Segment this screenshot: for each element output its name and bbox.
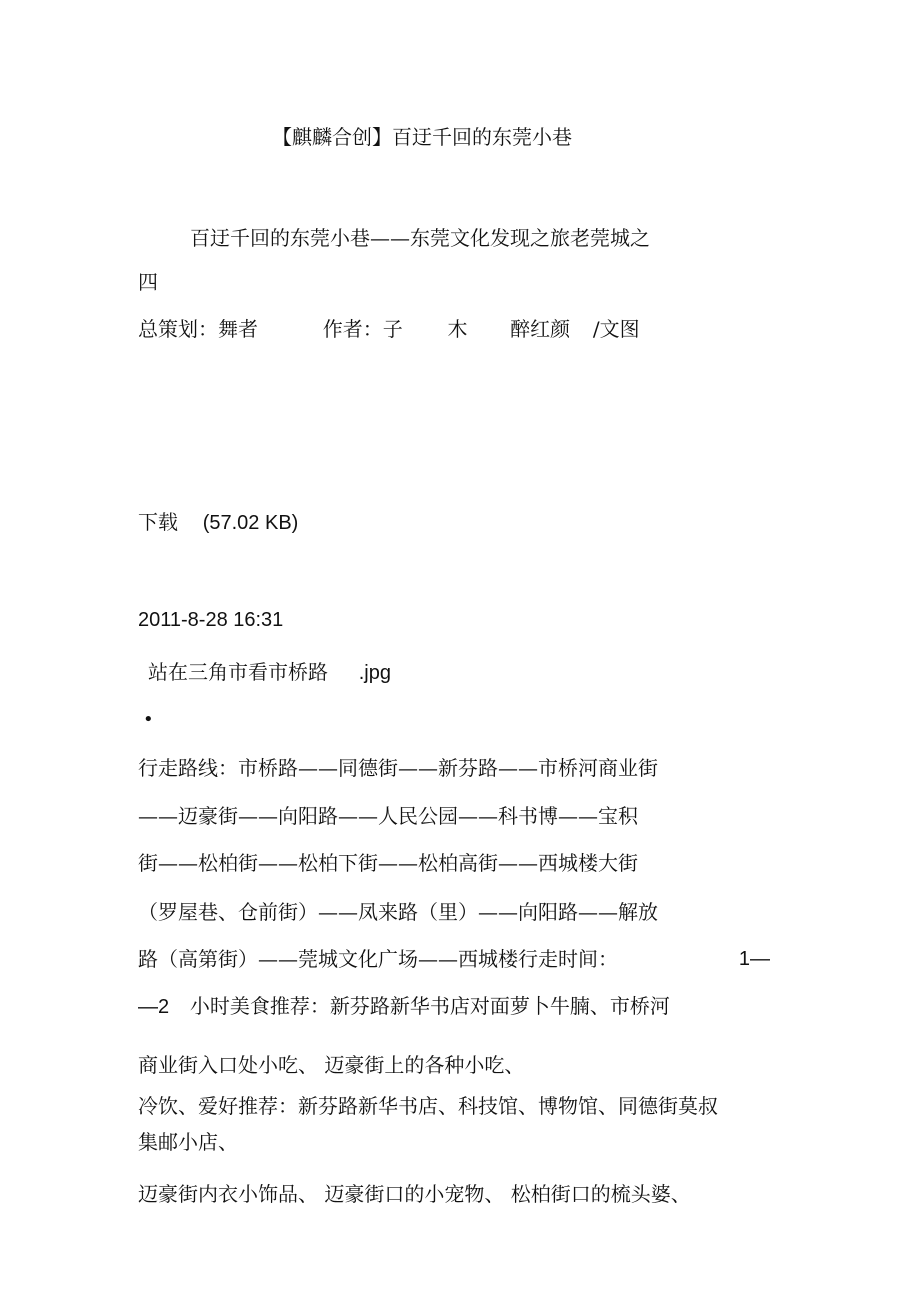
body-line-2: ——迈豪街——向阳路——人民公园——科书博——宝积 (138, 804, 638, 828)
image-caption[interactable] (148, 660, 391, 685)
bullet-marker: • (143, 709, 154, 730)
planner-credit: 总策划：舞者 (138, 317, 258, 341)
author-credit: 作者：子 (322, 317, 403, 341)
image-caption-ext: .jpg (358, 662, 391, 684)
author-credit-mid: 木 (447, 317, 468, 341)
post-datetime: 2011-8-28 16:31 (138, 609, 284, 631)
body-line-10: 迈豪街内衣小饰品、 迈豪街口的小宠物、 松柏街口的梳头婆、 (138, 1182, 691, 1206)
body-line-8: 冷饮、爱好推荐：新芬路新华书店、科技馆、博物馆、同德街莫叔 (138, 1094, 718, 1118)
body-line-1: 行走路线：市桥路——同德街——新芬路——市桥河商业街 (138, 756, 658, 780)
body-line-4: （罗屋巷、仓前街）——凤来路（里）——向阳路——解放 (138, 900, 658, 924)
body-line-6 (138, 994, 670, 1019)
image-caption-text: 站在三角市看市桥路 (148, 660, 328, 684)
article-subtitle-line-2: 四 (138, 270, 158, 294)
body-line-5-text: 路（高第街）——莞城文化广场——西城楼行走时间： (138, 947, 618, 971)
download-link[interactable] (138, 510, 298, 535)
body-line-5 (138, 947, 770, 971)
body-line-6-text: 小时美食推荐：新芬路新华书店对面萝卜牛腩、市桥河 (189, 994, 670, 1018)
credits-line (138, 317, 640, 341)
body-line-7: 商业街入口处小吃、 迈豪街上的各种小吃、 (138, 1053, 525, 1077)
body-line-6-number: —2 (138, 996, 170, 1018)
document-title: 【麒麟合创】百迂千回的东莞小巷 (272, 125, 572, 149)
body-line-5-number: 1— (738, 948, 770, 970)
body-line-9: 集邮小店、 (138, 1130, 238, 1154)
download-size: (57.02 KB) (202, 512, 299, 534)
author-credit-suffix: /文图 (592, 317, 640, 341)
body-line-3: 街——松柏街——松柏下街——松柏高街——西城楼大街 (138, 851, 638, 875)
article-subtitle-line-1: 百迂千回的东莞小巷——东莞文化发现之旅老莞城之 (190, 226, 650, 250)
author-credit-name: 醉红颜 (510, 317, 571, 341)
download-label: 下载 (138, 510, 178, 534)
